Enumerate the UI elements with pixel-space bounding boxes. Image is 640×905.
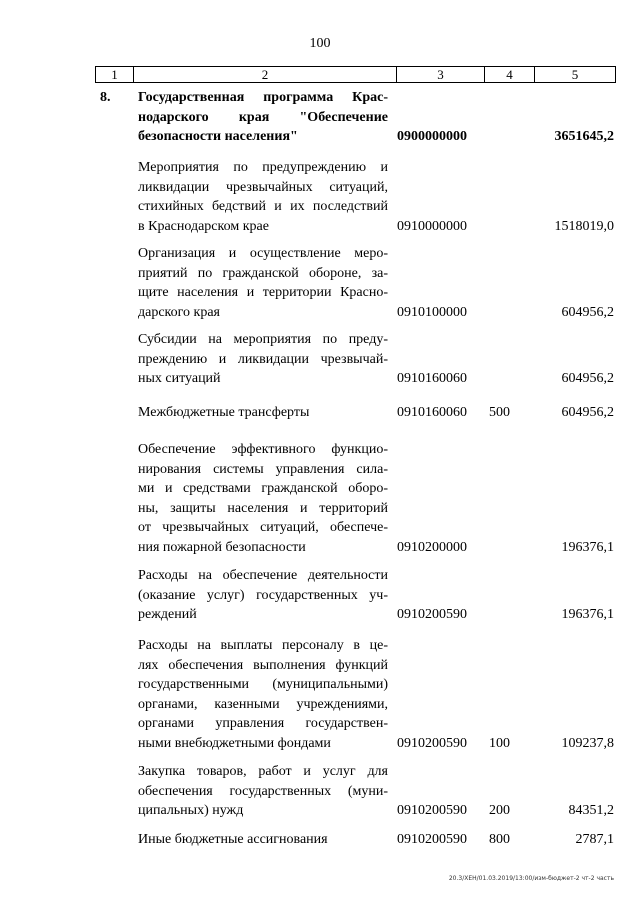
description-line: (оказание услуг) государственных уч- (138, 587, 388, 603)
amount: 604956,2 (561, 405, 614, 420)
target-code: 0910160060 (397, 371, 467, 386)
row-description (138, 330, 388, 389)
target-code: 0910200590 (397, 832, 467, 847)
header-col-3: 3 (397, 67, 485, 82)
description-line: нирования системы управления сила- (138, 461, 388, 477)
row-description (138, 440, 388, 557)
description-line: приятий по гражданской обороне, за- (138, 265, 388, 281)
row-description (138, 244, 388, 322)
description-line: безопасности населения" (138, 129, 298, 144)
amount: 196376,1 (561, 607, 614, 622)
header-col-2: 2 (134, 67, 397, 82)
description-line: ми и средствами гражданской оборо- (138, 481, 388, 496)
footer-stamp: 20.3/ХЕН/01.03.2019/13:00/изм-бюджет-2 чт-2 часть (448, 875, 614, 882)
target-code: 0910200590 (397, 607, 467, 622)
description-line: Закупка товаров, работ и услуг для (138, 764, 388, 779)
description-line: Иные бюджетные ассигнования (138, 832, 328, 847)
description-line: ципальных) нужд (138, 803, 244, 818)
amount: 1518019,0 (554, 218, 614, 234)
description-line: Расходы на обеспечение деятельности (138, 568, 388, 583)
row-description (138, 88, 388, 147)
description-line: дарского края (138, 304, 220, 320)
header-col-4: 4 (485, 67, 535, 82)
description-line: лях обеспечения выполнения функций (138, 657, 388, 673)
description-line: Государственная программа Крас- (138, 90, 388, 105)
row-description (138, 566, 388, 625)
amount: 3651645,2 (554, 129, 614, 144)
description-line: Организация и осуществление меро- (138, 246, 388, 261)
target-code: 0910200000 (397, 539, 467, 555)
amount: 109237,8 (561, 735, 614, 751)
description-line: преждению и ликвидации чрезвычай- (138, 351, 388, 367)
expense-group: 800 (489, 832, 510, 847)
expense-group: 100 (489, 735, 510, 751)
description-line: Субсидии на мероприятия по преду- (138, 332, 388, 347)
target-code: 0910000000 (397, 218, 467, 234)
amount: 84351,2 (568, 803, 614, 818)
row-number: 8. (100, 90, 111, 105)
header-col-1: 1 (96, 67, 134, 82)
description-line: от чрезвычайных ситуаций, обеспече- (138, 520, 388, 535)
page-number: 100 (309, 36, 331, 51)
amount: 604956,2 (561, 304, 614, 320)
description-line: ны, защиты населения и территорий (138, 500, 388, 516)
description-line: Мероприятия по предупреждению и (138, 160, 388, 175)
description-line: в Краснодарском крае (138, 218, 269, 234)
row-description (138, 830, 388, 850)
description-line: ных ситуаций (138, 371, 221, 386)
amount: 604956,2 (561, 371, 614, 386)
description-line: органами, казенными учреждениями, (138, 696, 388, 712)
description-line: щите населения и территории Красно- (138, 285, 388, 300)
target-code: 0900000000 (397, 129, 467, 144)
description-line: государственными (муниципальными) (138, 677, 388, 692)
header-col-5: 5 (571, 66, 579, 82)
row-description (138, 158, 388, 236)
description-line: органами управления государствен- (138, 716, 388, 731)
row-description (138, 636, 388, 753)
expense-group: 200 (489, 803, 510, 818)
amount: 2787,1 (575, 832, 614, 847)
target-code: 0910160060 (397, 405, 467, 420)
description-line: Расходы на выплаты персоналу в це- (138, 638, 388, 653)
description-line: ными внебюджетными фондами (138, 735, 331, 751)
description-line: ликвидации чрезвычайных ситуаций, (138, 179, 388, 195)
description-line: нодарского края "Обеспечение (138, 109, 388, 125)
amount: 196376,1 (561, 539, 614, 555)
description-line: обеспечения государственных (муни- (138, 783, 388, 799)
description-line: Межбюджетные трансферты (138, 405, 310, 420)
row-description (138, 762, 388, 821)
row-description (138, 403, 388, 423)
description-line: стихийных бедствий и их последствий (138, 199, 388, 214)
description-line: реждений (138, 607, 197, 622)
description-line: ния пожарной безопасности (138, 539, 306, 555)
target-code: 0910200590 (397, 803, 467, 818)
description-line: Обеспечение эффективного функцио- (138, 442, 388, 457)
table-header (95, 66, 616, 83)
target-code: 0910100000 (397, 304, 467, 320)
target-code: 0910200590 (397, 735, 467, 751)
expense-group: 500 (489, 405, 510, 420)
